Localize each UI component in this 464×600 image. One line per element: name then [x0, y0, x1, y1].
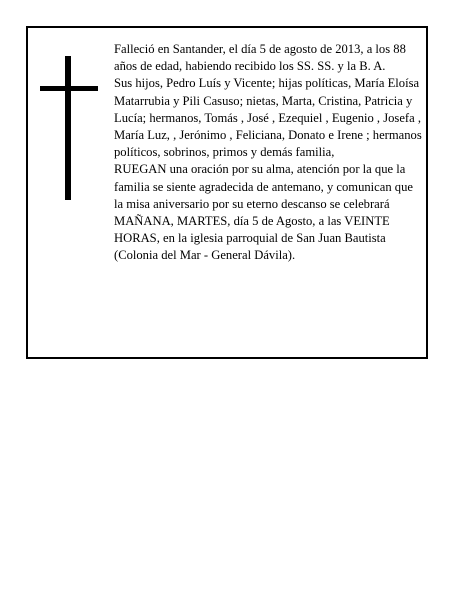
- mass-request: RUEGAN una oración por su alma, atención por la que la familia se siente agradecida de antemano, y comunican que la misa aniversario por su eterno descanso se celebrará MAÑANA, MARTES, día 5 de Agosto, a las VEINTE HORAS, en la iglesia parroquial de San Juan Bautista (Colonia del Mar - General Dávila).: [114, 162, 413, 263]
- obituary-notice: [26, 26, 428, 359]
- cross-horizontal-bar: [40, 86, 98, 91]
- latin-cross-icon: [40, 56, 98, 200]
- family-list: Sus hijos, Pedro Luís y Vicente; hijas políticas, María Eloísa Matarrubia y Pili Casuso; nietas, Marta, Cristina, Patricia y Lucía; hermanos, Tomás , José , Ezequiel , Eugenio , Josefa , María Luz, , Jerónimo , Feliciana, Donato e Irene ; hermanos políticos, sobrinos, primos y demás familia,: [114, 76, 422, 160]
- cross-vertical-bar: [65, 56, 71, 200]
- notice-text: [114, 41, 422, 265]
- death-announcement: Falleció en Santander, el día 5 de agosto de 2013, a los 88 años de edad, habiendo recibido los SS. SS. y la B. A.: [114, 42, 406, 74]
